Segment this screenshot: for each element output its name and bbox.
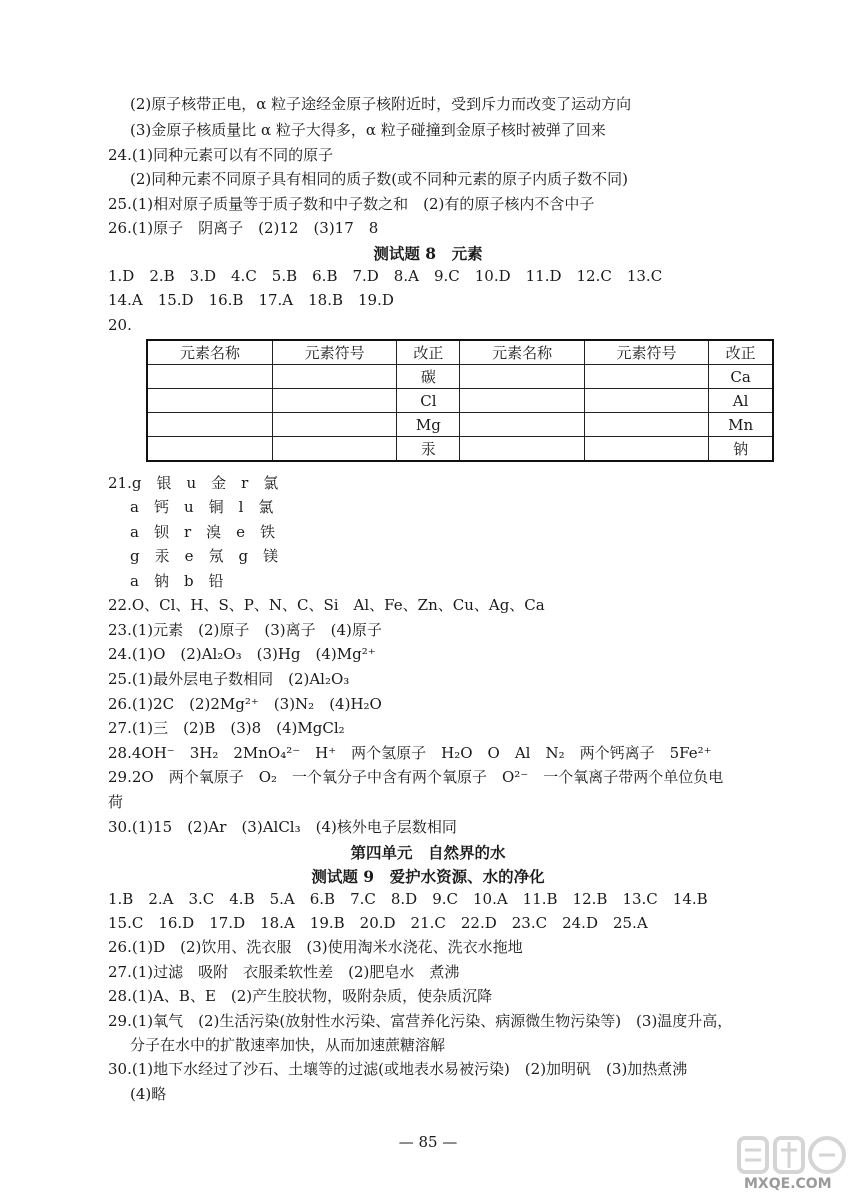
table-cell: Ca (709, 365, 773, 389)
answer-line: a 钠 b 铅 (130, 572, 224, 590)
answer-line: 22.O、Cl、H、S、P、N、C、Si Al、Fe、Zn、Cu、Ag、Ca (108, 596, 545, 614)
table-cell (460, 413, 584, 437)
answer-line: 1.D 2.B 3.D 4.C 5.B 6.B 7.D 8.A 9.C 10.D 11.D 12.C 13.C (108, 267, 663, 285)
table-cell: Al (709, 389, 773, 413)
answer-line: 30.(1)15 (2)Ar (3)AlCl₃ (4)核外电子层数相同 (108, 818, 457, 836)
answer-line: 15.C 16.D 17.D 18.A 19.B 20.D 21.C 22.D 23.C 24.D 25.A (108, 914, 648, 932)
table-row (147, 437, 773, 462)
table-cell (147, 413, 272, 437)
answer-line: (3)金原子核质量比 α 粒子大得多，α 粒子碰撞到金原子核时被弹了回来 (130, 121, 606, 139)
table-cell (460, 437, 584, 462)
table-cell (272, 365, 396, 389)
table-cell (272, 413, 396, 437)
answer-line: 29.(1)氧气 (2)生活污染(放射性水污染、富营养化污染、病源微生物污染等) (3)温度升高， (108, 1012, 733, 1030)
table-cell: 汞 (397, 437, 460, 462)
answer-line: 24.(1)同种元素可以有不同的原子 (108, 146, 334, 164)
table-cell (460, 389, 584, 413)
answer-line: 26.(1)2C (2)2Mg²⁺ (3)N₂ (4)H₂O (108, 695, 382, 713)
answer-line: 30.(1)地下水经过了沙石、土壤等的过滤(或地表水易被污染) (2)加明矾 (3)加热煮沸 (108, 1060, 688, 1078)
table-cell: Cl (397, 389, 460, 413)
answer-line: a 钙 u 铜 l 氯 (130, 498, 274, 516)
answer-line: 28.(1)A、B、E (2)产生胶状物，吸附杂质，使杂质沉降 (108, 987, 493, 1005)
table-cell (584, 413, 708, 437)
unit-heading: 第四单元 自然界的水 (350, 843, 506, 862)
answer-line: 28.4OH⁻ 3H₂ 2MnO₄²⁻ H⁺ 两个氢原子 H₂O O Al N₂ 两个钙离子 5Fe²⁺ (108, 744, 712, 762)
section-heading: 测试题 8 元素 (373, 244, 483, 263)
answer-line: 1.B 2.A 3.C 4.B 5.A 6.B 7.C 8.D 9.C 10.A 11.B 12.B 13.C 14.B (108, 890, 708, 908)
table-row (147, 389, 773, 413)
table-cell (147, 389, 272, 413)
table-header-cell: 元素符号 (584, 340, 708, 365)
answer-line: 分子在水中的扩散速率加快，从而加速蔗糖溶解 (130, 1036, 446, 1054)
table-header-row (147, 340, 773, 365)
table-cell: 钠 (709, 437, 773, 462)
answer-line: 23.(1)元素 (2)原子 (3)离子 (4)原子 (108, 621, 382, 639)
answer-line: 25.(1)相对原子质量等于质子数和中子数之和 (2)有的原子核内不含中子 (108, 195, 595, 213)
answer-line: 20. (108, 316, 132, 334)
table-header-cell: 改正 (397, 340, 460, 365)
answer-line: (4)略 (130, 1085, 167, 1103)
answer-line: 26.(1)原子 阴离子 (2)12 (3)17 8 (108, 219, 379, 237)
table-cell (584, 437, 708, 462)
table-cell (584, 365, 708, 389)
table-cell (584, 389, 708, 413)
answer-line: g 汞 e 氖 g 镁 (130, 547, 279, 565)
table-cell: Mn (709, 413, 773, 437)
answer-line: 29.2O 两个氧原子 O₂ 一个氧分子中含有两个氧原子 O²⁻ 一个氧离子带两个单位负电 (108, 768, 724, 786)
answer-line: 14.A 15.D 16.B 17.A 18.B 19.D (108, 291, 394, 309)
table-header-cell: 改正 (709, 340, 773, 365)
table-header-cell: 元素名称 (460, 340, 584, 365)
table-cell (147, 365, 272, 389)
table-cell (272, 389, 396, 413)
answer-line: 26.(1)D (2)饮用、洗衣服 (3)使用淘米水浇花、洗衣水拖地 (108, 938, 523, 956)
answer-line: a 钡 r 溴 e 铁 (130, 523, 275, 541)
answer-line: 24.(1)O (2)Al₂O₃ (3)Hg (4)Mg²⁺ (108, 645, 376, 663)
table-cell (272, 437, 396, 462)
table-row (147, 413, 773, 437)
section-heading: 测试题 9 爱护水资源、水的净化 (311, 867, 545, 886)
table-row (147, 365, 773, 389)
answer-line: 27.(1)三 (2)B (3)8 (4)MgCl₂ (108, 719, 345, 737)
table-header-cell: 元素名称 (147, 340, 272, 365)
table-header-cell: 元素符号 (272, 340, 396, 365)
page-number: — 85 — (398, 1133, 458, 1151)
answer-line: 25.(1)最外层电子数相同 (2)Al₂O₃ (108, 670, 350, 688)
table-cell: Mg (397, 413, 460, 437)
answer-line: 荷 (108, 793, 124, 811)
answer-line: (2)同种元素不同原子具有相同的质子数(或不同种元素的原子内质子数不同) (130, 170, 628, 188)
table-cell (147, 437, 272, 462)
table-cell (460, 365, 584, 389)
watermark-url: MXQE.COM (744, 1176, 832, 1192)
answer-line: (2)原子核带正电，α 粒子途经金原子核附近时，受到斥力而改变了运动方向 (130, 95, 632, 113)
table-cell: 碳 (397, 365, 460, 389)
element-correction-table (146, 339, 774, 462)
answer-line: 21.g 银 u 金 r 氯 (108, 474, 279, 492)
answer-line: 27.(1)过滤 吸附 衣服柔软性差 (2)肥皂水 煮沸 (108, 963, 460, 981)
